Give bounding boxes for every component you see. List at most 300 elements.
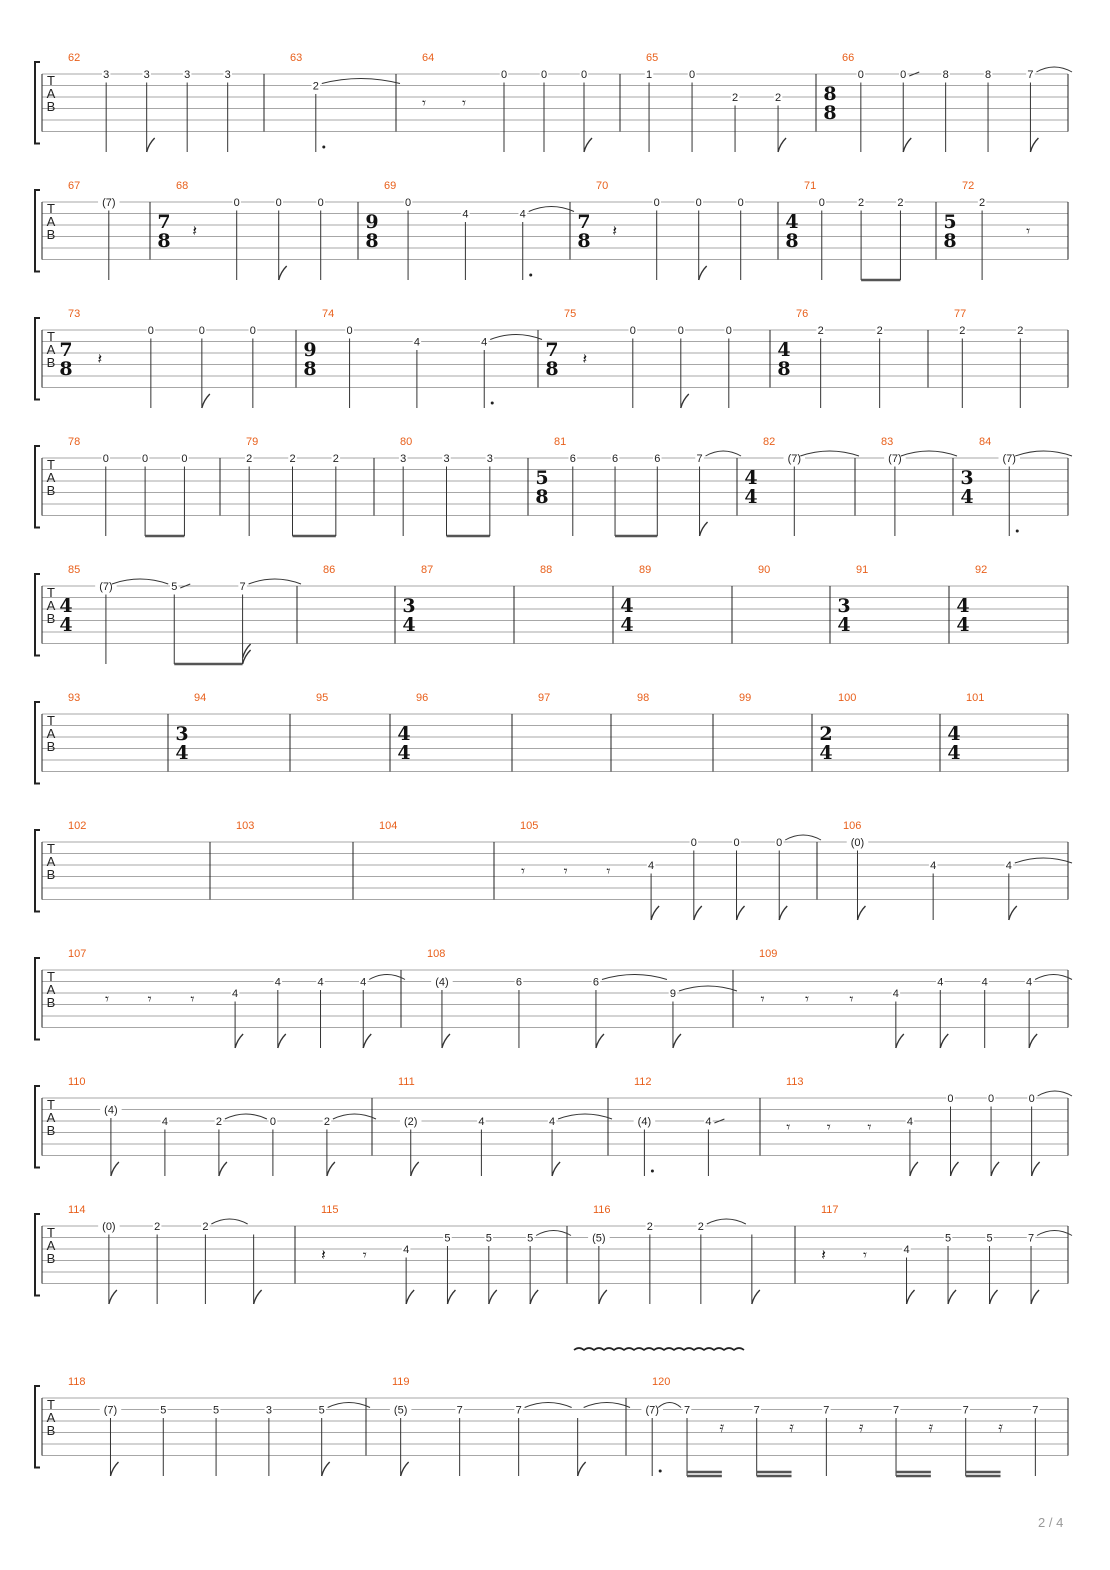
tab-clef-letter: B <box>46 1123 56 1138</box>
note-flag <box>110 1462 118 1476</box>
measure-number: 90 <box>758 564 771 576</box>
fret-number: 0 <box>181 453 188 465</box>
tie-arc <box>112 579 168 584</box>
system-bracket <box>35 318 40 400</box>
fret-number: 7 <box>239 581 246 593</box>
tab-clef-letter: A <box>46 982 56 997</box>
time-signature-top: 4 <box>947 723 961 745</box>
note-flag <box>235 1034 243 1048</box>
measure-number: 74 <box>322 308 335 320</box>
fret-number: 2 <box>858 197 865 209</box>
fret-number: 0 <box>346 325 353 337</box>
fret-number: 1 <box>645 69 653 81</box>
time-signature-bottom: 4 <box>620 614 634 636</box>
time-signature-top: 3 <box>837 595 851 617</box>
fret-number: 5 <box>527 1232 534 1245</box>
measure-number: 91 <box>856 564 869 576</box>
measure-number: 72 <box>962 180 975 192</box>
fret-number: 4 <box>981 976 988 989</box>
fret-number: 2 <box>332 453 339 465</box>
tab-system <box>35 1076 1072 1176</box>
fret-number: 2 <box>876 325 883 337</box>
note-flag <box>552 1162 560 1176</box>
time-signature-bottom: 4 <box>175 742 189 764</box>
fret-number: (4) <box>637 1116 652 1128</box>
fret-number: (7) <box>787 453 802 465</box>
fret-number: 4 <box>317 976 324 989</box>
fret-number: (7) <box>645 1404 659 1417</box>
tab-clef-letter: B <box>46 995 56 1010</box>
fret-number: 7 <box>1032 1404 1039 1417</box>
measure-number: 113 <box>786 1076 804 1088</box>
fret-number: 0 <box>317 197 324 209</box>
tab-clef-letter: A <box>46 214 56 229</box>
note-flag <box>778 138 786 152</box>
measure-number: 68 <box>176 180 189 192</box>
fret-number: 7 <box>1027 69 1034 81</box>
fret-number: 5 <box>318 1404 325 1417</box>
tab-clef-letter: T <box>47 1225 55 1240</box>
note-flag <box>699 266 707 280</box>
measure-number: 119 <box>392 1376 410 1388</box>
time-signature-top: 3 <box>175 723 189 745</box>
fret-number: 7 <box>823 1404 830 1417</box>
fret-number: 2 <box>289 453 296 465</box>
measure-number: 105 <box>520 820 539 832</box>
fret-number: 6 <box>611 453 619 465</box>
fret-number: 0 <box>580 69 588 81</box>
tab-clef-letter: B <box>46 611 56 626</box>
fret-number: 4 <box>403 1244 410 1256</box>
measure-number: 108 <box>427 948 446 960</box>
note-flag <box>737 906 745 920</box>
note-flag <box>278 1034 286 1048</box>
tab-clef-letter: A <box>46 1238 56 1253</box>
tab-system <box>35 948 1072 1048</box>
fret-number: 0 <box>690 837 697 849</box>
time-signature-top: 7 <box>59 339 73 361</box>
note-flag <box>578 1462 586 1476</box>
fret-number: 4 <box>892 988 899 1000</box>
system-bracket <box>35 1214 40 1296</box>
fret-number: 0 <box>857 69 864 81</box>
fret-number: (7) <box>888 453 902 465</box>
measure-number: 103 <box>236 820 255 832</box>
rest: 𝄽 <box>321 1245 326 1264</box>
rest: 𝄽 <box>612 221 617 240</box>
fret-number: 5 <box>944 1232 952 1245</box>
fret-number: 4 <box>519 208 526 221</box>
fret-number: 0 <box>695 197 702 209</box>
note-flag <box>111 1162 119 1176</box>
time-signature-top: 7 <box>545 339 559 361</box>
tab-system <box>35 52 1072 152</box>
fret-number: 2 <box>215 1116 222 1128</box>
measure-number: 120 <box>652 1376 671 1388</box>
fret-number: 0 <box>725 325 732 337</box>
note-flag <box>1029 1034 1037 1048</box>
time-signature-top: 4 <box>785 211 799 233</box>
time-signature-bottom: 4 <box>744 486 758 508</box>
vibrato-mark <box>574 1348 744 1350</box>
fret-number: 2 <box>731 92 739 104</box>
measure-number: 75 <box>564 308 577 320</box>
dot <box>491 402 494 405</box>
fret-number: 4 <box>903 1244 910 1256</box>
rest: 𝄾 <box>606 861 611 880</box>
time-signature-bottom: 8 <box>785 230 799 252</box>
fret-number: 6 <box>515 976 523 989</box>
fret-number: 2 <box>154 1221 161 1233</box>
measure-number: 83 <box>881 436 894 448</box>
note-flag <box>948 1290 956 1304</box>
tab-clef-letter: A <box>46 86 56 101</box>
measure-number: 106 <box>843 820 862 832</box>
fret-number: 3 <box>143 69 150 81</box>
fret-number: (4) <box>435 976 449 989</box>
measure-number: 77 <box>954 308 967 320</box>
fret-number: 2 <box>897 197 904 209</box>
fret-number: 5 <box>444 1232 451 1245</box>
rest: 𝄾 <box>849 989 854 1008</box>
note-flag <box>1031 1290 1039 1304</box>
fret-number: (7) <box>1002 453 1016 465</box>
note-flag <box>910 1162 918 1176</box>
tie-arc <box>800 451 859 456</box>
fret-number: 0 <box>405 197 412 209</box>
tie-arc <box>584 1403 630 1408</box>
tab-clef-letter: B <box>46 1423 56 1438</box>
time-signature-bottom: 4 <box>59 614 73 636</box>
measure-number: 80 <box>400 436 413 448</box>
fret-number: 7 <box>1027 1232 1035 1245</box>
measure-number: 111 <box>398 1076 415 1088</box>
fret-number: 2 <box>697 1221 704 1233</box>
note-flag <box>1030 138 1038 152</box>
fret-number: 3 <box>265 1404 272 1417</box>
measure-number: 63 <box>290 52 303 64</box>
note-flag <box>109 1290 117 1304</box>
fret-number: 3 <box>400 453 407 465</box>
tab-clef-letter: T <box>47 585 55 600</box>
fret-number: 7 <box>753 1404 760 1417</box>
fret-number: 5 <box>160 1404 167 1417</box>
tab-system <box>35 1204 1072 1304</box>
fret-number: 6 <box>654 453 661 465</box>
note-flag <box>681 394 689 408</box>
time-signature-top: 4 <box>397 723 411 745</box>
measure-number: 116 <box>593 1204 611 1216</box>
fret-number: 4 <box>1005 860 1012 872</box>
tie-arc <box>536 1231 571 1236</box>
fret-number: (0) <box>850 837 865 849</box>
fret-number: 0 <box>776 837 783 849</box>
system-bracket <box>35 1086 40 1168</box>
tab-system <box>35 180 1068 280</box>
measure-number: 66 <box>842 52 855 64</box>
fret-number: 4 <box>232 988 239 1000</box>
fret-number: 0 <box>540 69 548 81</box>
fret-number: 0 <box>500 69 508 81</box>
time-signature-bottom: 4 <box>947 742 961 764</box>
dot <box>1016 530 1019 533</box>
tab-clef-letter: B <box>46 1251 56 1266</box>
note-flag <box>243 650 251 664</box>
fret-number: 7 <box>683 1404 691 1417</box>
note-flag <box>147 138 155 152</box>
tab-clef-letter: A <box>46 470 56 485</box>
tab-clef-letter: A <box>46 1410 56 1425</box>
tab-clef-letter: T <box>47 201 55 216</box>
tie-arc <box>679 986 737 991</box>
time-signature-bottom: 4 <box>397 742 411 764</box>
tab-clef-letter: B <box>46 867 56 882</box>
time-signature-top: 3 <box>960 467 974 489</box>
measure-number: 86 <box>323 564 336 576</box>
time-signature-top: 4 <box>620 595 634 617</box>
fret-number: 5 <box>485 1232 492 1245</box>
rest: 𝄾 <box>826 1117 831 1136</box>
measure-number: 87 <box>421 564 434 576</box>
fret-number: 5 <box>171 581 178 593</box>
system-bracket <box>35 574 40 656</box>
tab-clef-letter: B <box>46 99 56 114</box>
fret-number: 4 <box>1026 976 1033 989</box>
sixteenth-rest: 𝄿 <box>858 1417 864 1436</box>
note-flag <box>700 522 708 536</box>
note-flag <box>406 1290 414 1304</box>
fret-number: 4 <box>481 336 488 349</box>
fret-number: (2) <box>404 1116 418 1128</box>
time-signature-top: 5 <box>535 467 549 489</box>
system-bracket <box>35 446 40 528</box>
time-signature-bottom: 8 <box>823 102 837 124</box>
measure-number: 96 <box>416 692 429 704</box>
tab-clef-letter: T <box>47 969 55 984</box>
measure-number: 100 <box>838 692 857 704</box>
fret-number: 4 <box>549 1116 556 1128</box>
time-signature-bottom: 8 <box>777 358 791 380</box>
note-flag <box>991 1162 999 1176</box>
fret-number: 7 <box>962 1404 969 1417</box>
time-signature-bottom: 8 <box>365 230 379 252</box>
measure-number: 114 <box>68 1204 86 1216</box>
measure-number: 81 <box>554 436 567 448</box>
system-bracket <box>35 190 40 272</box>
measure-number: 110 <box>68 1076 86 1088</box>
note-flag <box>857 906 865 920</box>
measure-number: 117 <box>821 1204 839 1216</box>
tab-system <box>35 692 1068 784</box>
tab-clef-letter: A <box>46 854 56 869</box>
time-signature-bottom: 4 <box>402 614 416 636</box>
fret-number: 2 <box>774 92 782 104</box>
fret-number: 0 <box>737 197 744 209</box>
measure-number: 107 <box>68 948 87 960</box>
time-signature-bottom: 4 <box>960 486 974 508</box>
system-bracket <box>35 830 40 912</box>
measure-number: 109 <box>759 948 778 960</box>
note-flag <box>442 1034 450 1048</box>
time-signature-top: 4 <box>956 595 970 617</box>
fret-number: 2 <box>646 1221 653 1233</box>
note-flag <box>327 1162 335 1176</box>
dot <box>322 146 325 149</box>
note-flag <box>401 1462 409 1476</box>
time-signature-top: 8 <box>823 83 837 105</box>
time-signature-top: 4 <box>59 595 73 617</box>
measure-number: 78 <box>68 436 81 448</box>
fret-number: 4 <box>478 1116 485 1128</box>
fret-number: 0 <box>102 453 109 465</box>
system-bracket <box>35 958 40 1040</box>
fret-number: 4 <box>413 336 420 349</box>
dot <box>529 274 532 277</box>
tab-clef-letter: A <box>46 1110 56 1125</box>
fret-number: 9 <box>669 988 677 1000</box>
measure-number: 79 <box>246 436 259 448</box>
measure-number: 97 <box>538 692 551 704</box>
measure-number: 67 <box>68 180 81 192</box>
fret-number: 2 <box>323 1116 330 1128</box>
rest: 𝄾 <box>563 861 568 880</box>
tie-arc <box>369 975 405 980</box>
time-signature-bottom: 8 <box>577 230 591 252</box>
note-flag <box>907 1290 915 1304</box>
fret-number: 7 <box>456 1404 463 1417</box>
measure-number: 73 <box>68 308 81 320</box>
tab-clef-letter: T <box>47 1097 55 1112</box>
tab-clef-letter: T <box>47 713 55 728</box>
fret-number: 2 <box>246 453 253 465</box>
tab-clef-letter: T <box>47 457 55 472</box>
measure-number: 71 <box>804 180 817 192</box>
fret-number: 2 <box>202 1221 209 1233</box>
measure-number: 99 <box>739 692 752 704</box>
note-flag <box>651 906 659 920</box>
time-signature-top: 2 <box>819 723 833 745</box>
fret-number: 3 <box>486 453 493 465</box>
system-bracket <box>35 62 40 144</box>
time-signature-bottom: 4 <box>837 614 851 636</box>
time-signature-top: 7 <box>157 211 171 233</box>
tab-system <box>35 1376 1068 1476</box>
note-flag <box>363 1034 371 1048</box>
rest: 𝄾 <box>786 1117 791 1136</box>
fret-number: (5) <box>592 1232 606 1245</box>
fret-number: 0 <box>629 325 636 337</box>
fret-number: 4 <box>161 1116 168 1128</box>
rest: 𝄾 <box>863 1245 868 1264</box>
measure-number: 64 <box>422 52 435 64</box>
note-flag <box>779 906 787 920</box>
tie-arc <box>529 207 574 212</box>
measure-number: 94 <box>194 692 207 704</box>
note-flag <box>1032 1162 1040 1176</box>
sixteenth-rest: 𝄿 <box>789 1417 794 1436</box>
time-signature-top: 3 <box>402 595 416 617</box>
time-signature-top: 4 <box>744 467 758 489</box>
measure-number: 76 <box>796 308 809 320</box>
note-flag <box>279 266 287 280</box>
measure-number: 82 <box>763 436 776 448</box>
fret-number: 4 <box>906 1116 913 1128</box>
fret-number: 3 <box>224 69 231 81</box>
fret-number: 0 <box>987 1093 995 1105</box>
fret-number: 0 <box>818 197 825 209</box>
rest: 𝄾 <box>520 861 525 880</box>
tab-clef-letter: T <box>47 841 55 856</box>
time-signature-top: 9 <box>365 211 379 233</box>
note-flag <box>202 394 210 408</box>
measure-number: 89 <box>639 564 652 576</box>
fret-number: 0 <box>269 1116 276 1128</box>
fret-number: 0 <box>688 69 696 81</box>
system-bracket <box>35 702 40 784</box>
measure-number: 118 <box>68 1376 86 1388</box>
measure-number: 65 <box>646 52 659 64</box>
tie-arc <box>1038 1091 1072 1096</box>
time-signature-top: 7 <box>577 211 591 233</box>
time-signature-bottom: 8 <box>545 358 559 380</box>
fret-number: 7 <box>696 453 703 465</box>
tab-clef-letter: B <box>46 483 56 498</box>
sixteenth-rest: 𝄿 <box>998 1417 1003 1436</box>
rest: 𝄾 <box>760 989 765 1008</box>
rest: 𝄾 <box>190 989 195 1008</box>
rest: 𝄾 <box>422 93 426 112</box>
fret-number: 6 <box>569 453 576 465</box>
measure-number: 101 <box>966 692 985 704</box>
time-signature-bottom: 4 <box>956 614 970 636</box>
note-flag <box>940 1034 948 1048</box>
measure-number: 104 <box>379 820 398 832</box>
tie-arc <box>707 1219 746 1224</box>
fret-number: 4 <box>930 860 937 872</box>
tab-clef-letter: A <box>46 342 56 357</box>
fret-number: 8 <box>942 69 949 81</box>
time-signature-bottom: 8 <box>943 230 957 252</box>
fret-number: 5 <box>213 1404 220 1417</box>
fret-number: 2 <box>1017 325 1024 337</box>
tie-arc <box>558 1114 612 1119</box>
tie-arc <box>322 79 400 84</box>
fret-number: 4 <box>705 1116 712 1128</box>
fret-number: 2 <box>979 197 986 209</box>
measure-number: 95 <box>316 692 329 704</box>
measure-number: 102 <box>68 820 87 832</box>
tie-arc <box>1035 975 1072 980</box>
rest: 𝄾 <box>867 1117 872 1136</box>
measure-number: 69 <box>384 180 397 192</box>
fret-number: (7) <box>102 197 116 209</box>
fret-number: (4) <box>104 1104 118 1117</box>
note-flag <box>896 1034 904 1048</box>
tie-arc <box>1015 858 1072 863</box>
note-flag <box>990 1290 998 1304</box>
note-flag <box>950 1162 958 1176</box>
fret-number: 0 <box>653 197 660 209</box>
fret-number: 4 <box>937 976 944 989</box>
note-flag <box>584 138 592 152</box>
measure-number: 93 <box>68 692 81 704</box>
fret-number: 7 <box>892 1404 900 1417</box>
tie-arc <box>1037 1231 1072 1236</box>
tab-system <box>35 564 1068 664</box>
fret-number: 0 <box>733 837 740 849</box>
tab-clef-letter: A <box>46 726 56 741</box>
note-flag <box>599 1290 607 1304</box>
